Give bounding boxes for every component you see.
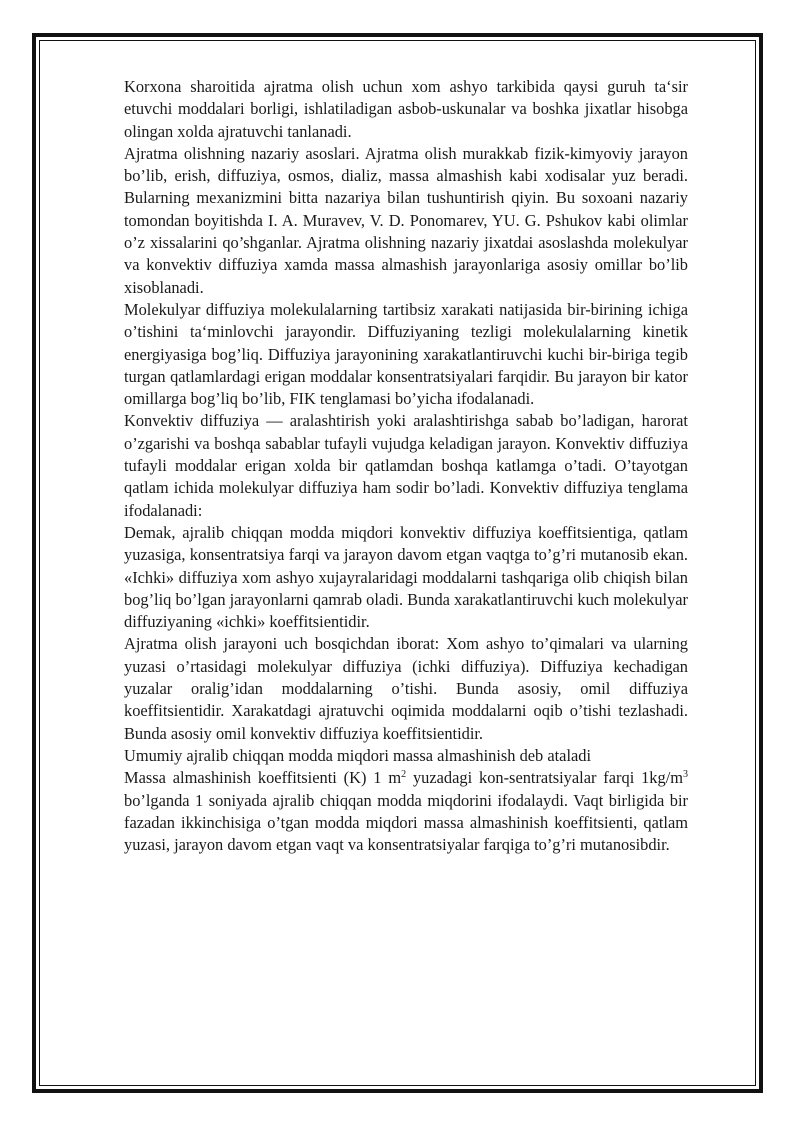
superscript-2: 2 — [401, 769, 407, 781]
document-body — [124, 76, 688, 856]
mass-text-part3: bo’lganda 1 soniyada ajralib chiqqan modda miqdorini ifodalaydi. Vaqt birligida bir fazadan ikkinchisiga o’tgan modda miqdori massa almashinish koeffitsienti, qatlam yuzasi, jarayon davom etgan vaqt va konsentratsiyalar farqiga to’g’ri mutanosibdir. — [124, 790, 688, 855]
paragraph-extractant-selection: Korxona sharoitida ajratma olish uchun xom ashyo tarkibida qaysi guruh ta‘sir etuvchi moddalari borligi, ishlatiladigan asbob-uskunalar va boshka jixatlar hisobga olingan xolda ajratuvchi tanlanadi. — [124, 77, 688, 141]
mass-text-part1: Massa almashinish koeffitsienti (K) 1 m — [124, 768, 402, 788]
paragraph-mass-exchange-coefficient — [124, 767, 688, 856]
paragraph-theory-basics: Ajratma olishning nazariy asoslari. Ajratma olish murakkab fizik-kimyoviy jarayon bo’lib, erish, diffuziya, osmos, dializ, massa almashish kabi xodisalar yuz beradi. Bularning mexanizmini bitta nazariya bilan tushuntirish qiyin. Bu soxoani nazariy tomondan boyitishda I. A. Muravev, V. D. Ponomarev, YU. G. Pshukov kabi olimlar o’z xissalarini qo’shganlar. Ajratma olishning nazariy jixatdai asoslashda molekulyar va konvektiv diffuziya xamda massa almashish jarayonlariga asosiy omillar bo’lib xisoblanadi. — [124, 143, 688, 297]
superscript-3: 3 — [683, 769, 688, 781]
paragraph-convective-diffusion: Konvektiv diffuziya — aralashtirish yoki aralashtirishga sabab bo’ladigan, harorat o’zgarishi va boshqa sabablar tufayli vujudga keladigan jarayon. Konvektiv diffuziya tufayli moddalar erigan xolda bir qatlamdan boshqa katlamga o’tadi. O’tayotgan qatlam ichida molekulyar diffuziya ham sodir bo’ladi. Konvektiv diffuziya tenglama ifodalanadi: — [124, 411, 688, 520]
paragraph-internal-diffusion: Demak, ajralib chiqqan modda miqdori konvektiv diffuziya koeffitsientiga, qatlam yuzasiga, konsentratsiya farqi va jarayon davom etgan vaqtga to’g’ri mutanosib ekan. «Ichki» diffuziya xom ashyo xujayralaridagi moddalarni tashqariga olib chiqish bilan bog’liq bo’lgan jarayonlarni qamrab oladi. Bunda xarakatlantiruvchi kuch molekulyar diffuziyaning «ichki» koeffitsientidir. — [124, 522, 688, 632]
paragraph-three-stages: Ajratma olish jarayoni uch bosqichdan iborat: Xom ashyo to’qimalari va ularning yuzasi o’rtasidagi molekulyar diffuziya (ichki diffuziya). Diffuziya kechadigan yuzalar oralig’idan moddalarning o’tishi. Bunda asosiy, omil diffuziya koeffitsientidir. Xarakatdagi ajratuvchi oqimida moddalarni oqib o’tishi tezlashadi. Bunda asosiy omil konvektiv diffuziya koeffitsientidir. — [124, 634, 688, 743]
mass-text-part2: yuzadagi kon-sentratsiyalar farqi 1kg/m — [406, 768, 683, 788]
paragraph-molecular-diffusion: Molekulyar diffuziya molekulalarning tartibsiz xarakati natijasida bir-birining ichiga o’tishini ta‘minlovchi jarayondir. Diffuziyaning tezligi molekulalarning kinetik energiyasiga bog’liq. Diffuziya jarayonining xarakatlantiruvchi kuchi bir-biriga tegib turgan qatlamlardagi erigan moddalar konsentratsiyalari farqidir. Bu jarayon bir kator omillarga bog’liq bo’lib, FIK tenglamasi bo’yicha ifodalanadi. — [124, 299, 688, 409]
paragraph-mass-exchange-definition: Umumiy ajralib chiqqan modda miqdori massa almashinish deb ataladi — [124, 745, 592, 765]
